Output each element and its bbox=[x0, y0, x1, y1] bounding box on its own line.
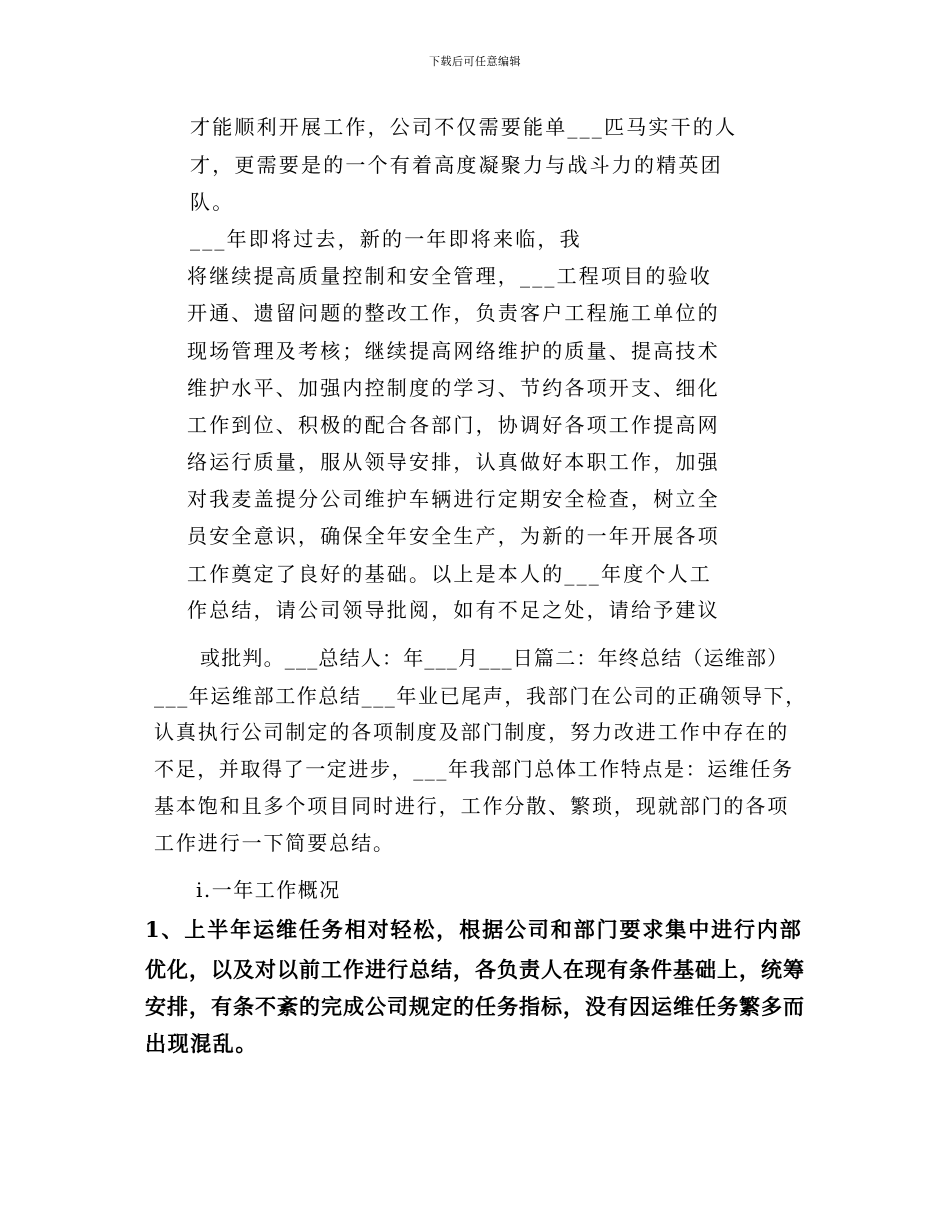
body-line: 维护水平、加强内控制度的学习、节约各项开支、细化 bbox=[187, 376, 720, 400]
body-line: 不足，并取得了一定进步，___年我部门总体工作特点是：运维任务 bbox=[154, 757, 794, 781]
body-line: ___年运维部工作总结___年业已尾声，我部门在公司的正确领导下， bbox=[154, 684, 807, 708]
bold-line: 1、上半年运维任务相对轻松，根据公司和部门要求集中进行内部 bbox=[145, 917, 803, 942]
body-line: 员安全意识，确保全年安全生产，为新的一年开展各项 bbox=[187, 524, 720, 548]
body-line: 才能顺利开展工作，公司不仅需要能单___匹马实干的人 bbox=[190, 115, 738, 139]
body-line: 将继续提高质量控制和安全管理，___工程项目的验收 bbox=[187, 264, 712, 288]
body-line: 现场管理及考核；继续提高网络维护的质量、提高技术 bbox=[187, 339, 720, 363]
bold-line: 出现混乱。 bbox=[145, 1031, 258, 1056]
body-line: 队。 bbox=[190, 190, 235, 214]
bold-line: 安排，有条不紊的完成公司规定的任务指标，没有因运维任务繁多而 bbox=[145, 994, 805, 1019]
body-line: ___年即将过去，新的一年即将来临，我 bbox=[190, 227, 582, 251]
body-line: 作总结，请公司领导批阅，如有不足之处，请给予建议 bbox=[187, 598, 720, 622]
page-header: 下载后可任意编辑 bbox=[429, 55, 521, 68]
body-line: 工作到位、积极的配合各部门，协调好各项工作提高网 bbox=[187, 413, 720, 437]
body-line: 或批判。___总结人：年___月___日篇二：年终总结（运维部） bbox=[200, 646, 789, 670]
body-line: 开通、遗留问题的整改工作，负责客户工程施工单位的 bbox=[187, 301, 720, 325]
body-line: 对我麦盖提分公司维护车辆进行定期安全检查，树立全 bbox=[187, 487, 720, 511]
body-line: 工作奠定了良好的基础。以上是本人的___年度个人工 bbox=[187, 562, 712, 586]
section-heading: ⅰ.一年工作概况 bbox=[196, 878, 341, 902]
bold-line: 优化，以及对以前工作进行总结，各负责人在现有条件基础上，统筹 bbox=[145, 957, 805, 982]
body-line: 工作进行一下简要总结。 bbox=[154, 831, 395, 855]
body-line: 基本饱和且多个项目同时进行，工作分散、繁琐，现就部门的各项 bbox=[154, 794, 790, 818]
body-line: 络运行质量，服从领导安排，认真做好本职工作，加强 bbox=[187, 450, 720, 474]
body-line: 认真执行公司制定的各项制度及部门制度，努力改进工作中存在的 bbox=[154, 720, 790, 744]
body-line: 才，更需要是的一个有着高度凝聚力与战斗力的精英团 bbox=[190, 153, 723, 177]
